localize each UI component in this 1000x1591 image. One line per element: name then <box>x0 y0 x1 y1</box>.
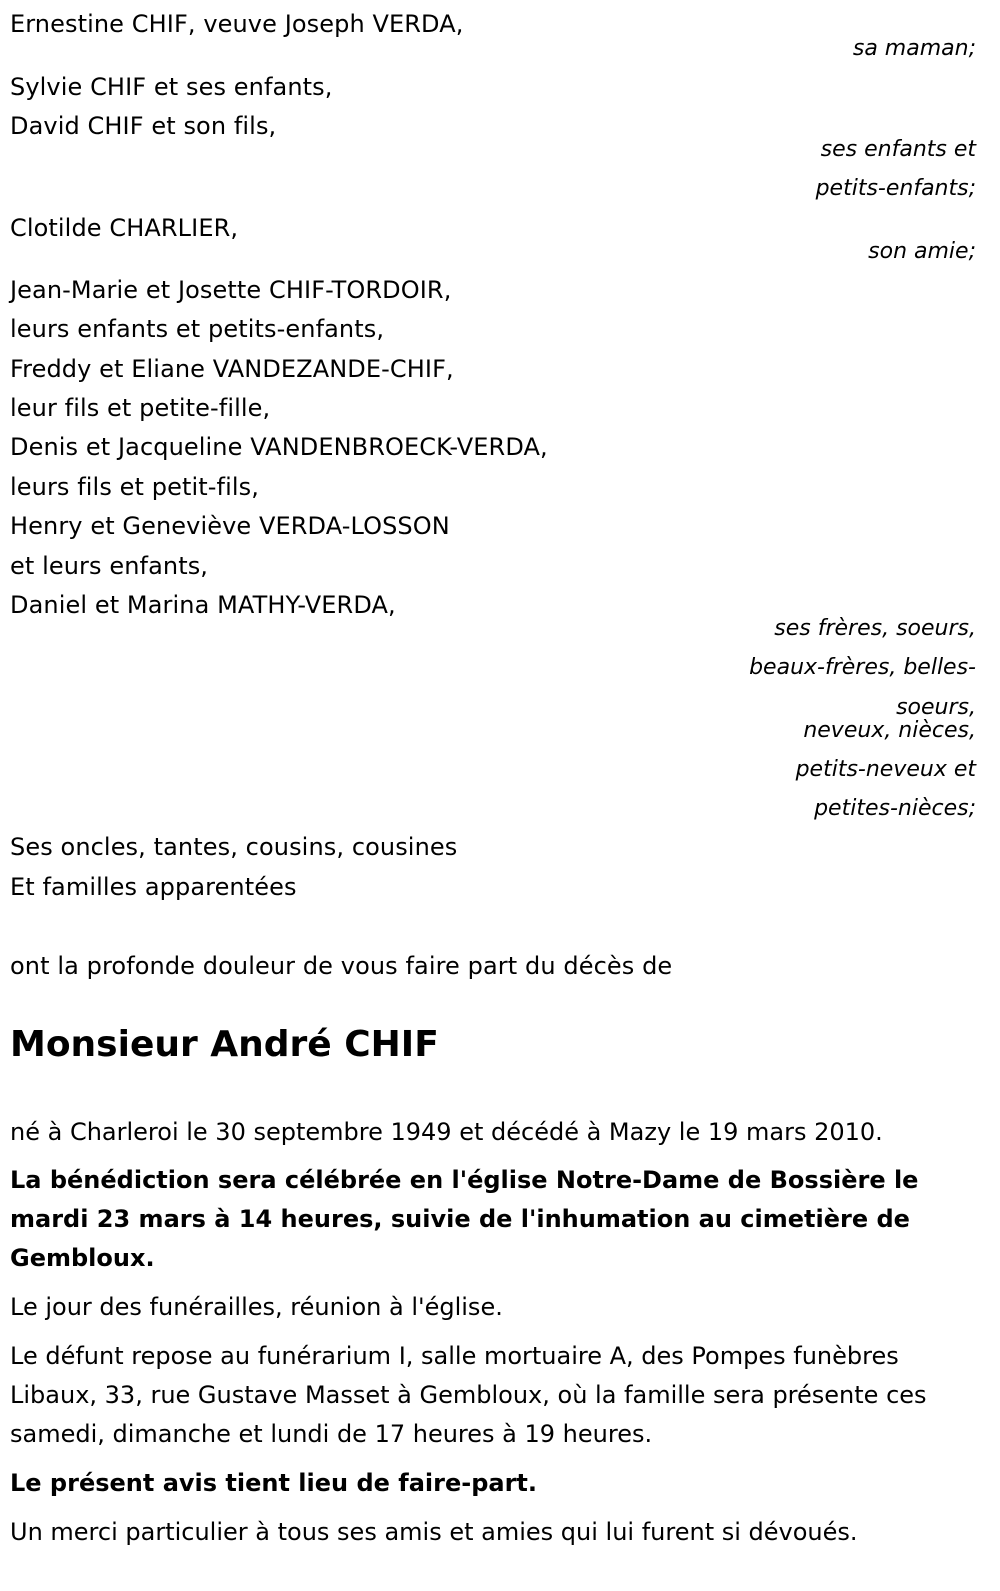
family-line-oncles: Ses oncles, tantes, cousins, cousines <box>10 833 458 861</box>
relation-siblings-1: ses frères, soeurs, <box>774 616 976 641</box>
family-line-leur-fils: leur fils et petite-fille, <box>10 394 271 422</box>
family-line-daniel: Daniel et Marina MATHY-VERDA, <box>10 591 396 619</box>
family-line-jean-marie: Jean-Marie et Josette CHIF-TORDOIR, <box>10 276 452 304</box>
family-line-familles: Et familles apparentées <box>10 873 297 901</box>
deceased-name: Monsieur André CHIF <box>10 1024 439 1065</box>
relation-children-1: ses enfants et <box>820 137 976 162</box>
relation-nephews-1: neveux, nièces, <box>803 718 976 743</box>
relation-nephews-2: petits-neveux et <box>795 757 976 782</box>
ceremony-text: La bénédiction sera célébrée en l'église Notre-Dame de Bossière le mardi 23 mars à 14 heures, suivie de l'inhumation au cimetière de Gembloux. <box>10 1166 919 1272</box>
relation-children-2: petits-enfants; <box>815 176 976 201</box>
notice-text: Le présent avis tient lieu de faire-part. <box>10 1469 538 1497</box>
family-line-denis: Denis et Jacqueline VANDENBROECK-VERDA, <box>10 433 548 461</box>
family-line-et-leurs-enfants: et leurs enfants, <box>10 552 209 580</box>
family-line-sylvie: Sylvie CHIF et ses enfants, <box>10 73 333 101</box>
relation-mother: sa maman; <box>852 36 976 61</box>
relation-siblings-3: soeurs, <box>896 695 976 720</box>
birth-death-text: né à Charleroi le 30 septembre 1949 et décédé à Mazy le 19 mars 2010. <box>10 1118 883 1146</box>
meeting-text: Le jour des funérailles, réunion à l'église. <box>10 1293 503 1321</box>
announcement-text: ont la profonde douleur de vous faire part du décès de <box>10 952 673 980</box>
relation-siblings-2: beaux-frères, belles- <box>749 655 976 680</box>
viewing-text: Le défunt repose au funérarium I, salle mortuaire A, des Pompes funèbres Libaux, 33, rue Gustave Masset à Gembloux, où la famille sera présente ces samedi, dimanche et lundi de 17 heures à 19 heures. <box>10 1342 927 1448</box>
family-line-clotilde: Clotilde CHARLIER, <box>10 214 239 242</box>
relation-friend: son amie; <box>868 239 976 264</box>
family-line-ernestine: Ernestine CHIF, veuve Joseph VERDA, <box>10 10 464 38</box>
family-line-leurs-fils: leurs fils et petit-fils, <box>10 473 259 501</box>
relation-nephews-3: petites-nièces; <box>814 796 976 821</box>
family-line-david: David CHIF et son fils, <box>10 112 277 140</box>
family-line-henry: Henry et Geneviève VERDA-LOSSON <box>10 512 450 540</box>
family-line-leurs-enfants: leurs enfants et petits-enfants, <box>10 315 385 343</box>
family-line-freddy: Freddy et Eliane VANDEZANDE-CHIF, <box>10 355 454 383</box>
thanks-text: Un merci particulier à tous ses amis et amies qui lui furent si dévoués. <box>10 1518 858 1546</box>
